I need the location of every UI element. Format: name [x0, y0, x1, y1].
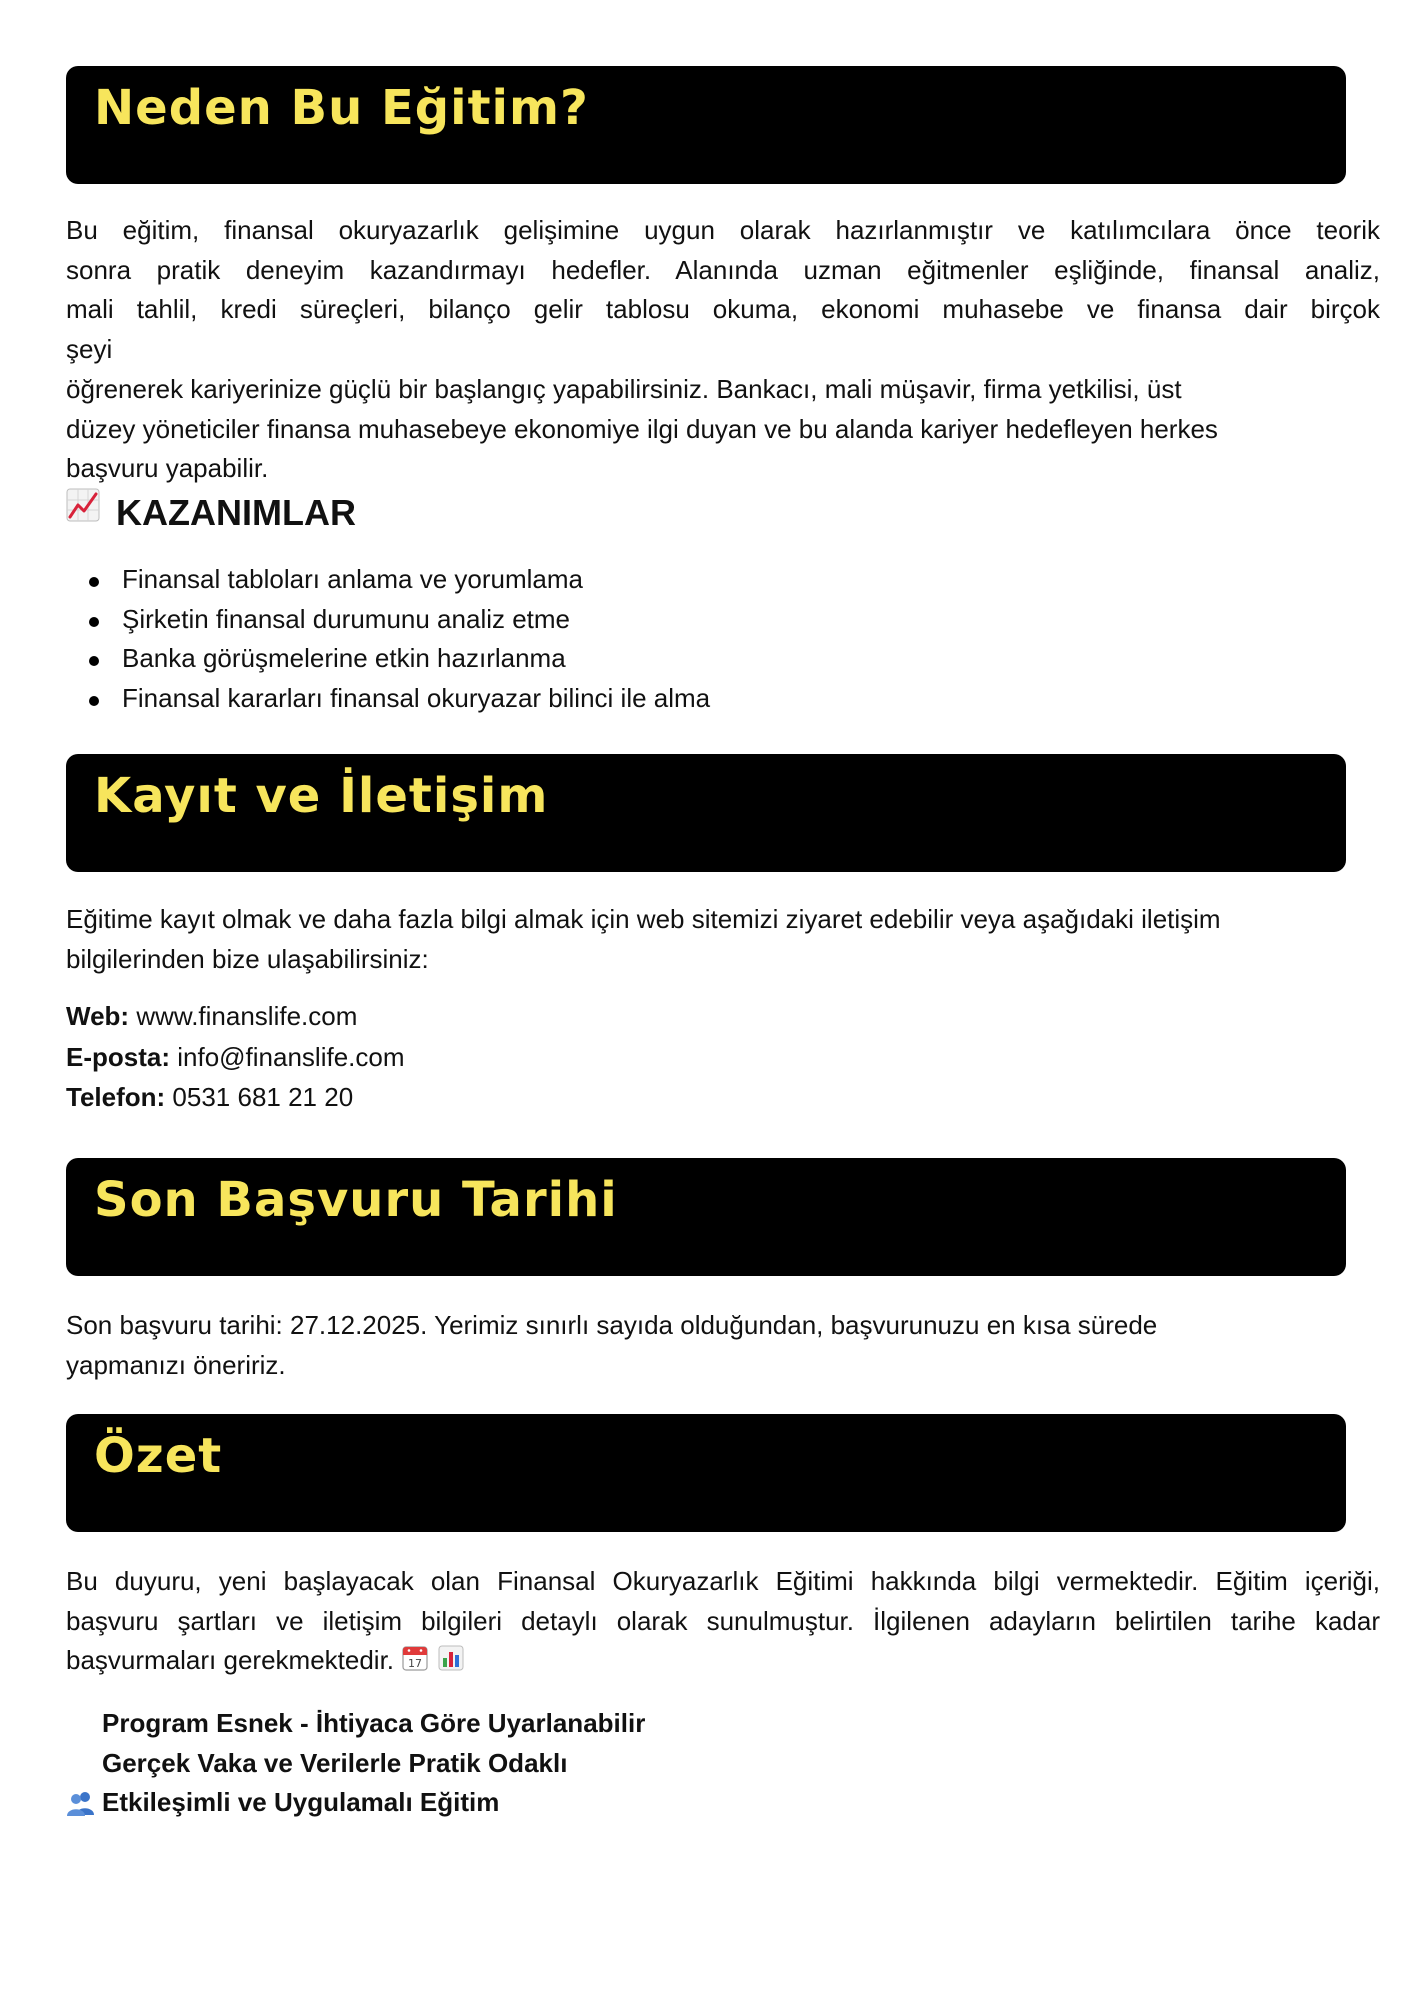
why-paragraph-2: [66, 370, 1218, 489]
list-item: Finansal tabloları anlama ve yorumlama: [66, 560, 710, 600]
section-title-deadline: Son Başvuru Tarihi: [94, 1172, 618, 1228]
text-line: düzey yöneticiler finansa muhasebeye ekonomiye ilgi duyan ve bu alanda kariyer hedefleyen herkes: [66, 413, 1218, 444]
feature-item: [66, 1783, 645, 1823]
text-line: bilgilerinden bize ulaşabilirsiniz:: [66, 943, 429, 974]
calendar-day: 17: [408, 1657, 423, 1670]
summary-paragraph: [66, 1562, 1380, 1681]
text-line: Bu duyuru, yeni başlayacak olan Finansal Okuryazarlık Eğitimi hakkında bilgi vermektedir. Eğitim içeriği,: [66, 1566, 1380, 1596]
text-line: Eğitime kayıt olmak ve daha fazla bilgi almak için web sitemizi ziyaret edebilir veya aşağıdaki iletişim: [66, 904, 1221, 934]
why-paragraph-1: [66, 211, 1380, 369]
email-label: E-posta:: [66, 1041, 170, 1072]
list-item: Finansal kararları finansal okuryazar bilinci ile alma: [66, 679, 710, 719]
web-label: Web:: [66, 1001, 130, 1031]
text-line: şeyi: [66, 333, 113, 364]
contact-email-row: [66, 1037, 405, 1078]
text-line: sonra pratik deneyim kazandırmayı hedefler. Alanında uzman eğitmenler eşliğinde, finansal analiz,: [66, 254, 1380, 285]
bar-chart-icon: [437, 1644, 465, 1672]
feature-item: [66, 1704, 645, 1744]
deadline-paragraph: [66, 1306, 1157, 1385]
text-line: yapmanızı öneririz.: [66, 1349, 286, 1380]
contact-phone-row: [66, 1077, 405, 1118]
chart-increasing-icon: [66, 488, 100, 522]
list-item: Şirketin finansal durumunu analiz etme: [66, 600, 710, 640]
feature-text: Program Esnek - İhtiyaca Göre Uyarlanabilir: [102, 1708, 646, 1738]
contact-details: [66, 996, 405, 1118]
text-line: Son başvuru tarihi: 27.12.2025. Yerimiz sınırlı sayıda olduğundan, başvurunuzu en kısa sürede: [66, 1310, 1158, 1340]
calendar-icon: [401, 1644, 429, 1672]
feature-text: Etkileşimli ve Uygulamalı Eğitim: [102, 1787, 500, 1817]
text-line: Bu eğitim, finansal okuryazarlık gelişimine uygun olarak hazırlanmıştır ve katılımcılara önce teorik: [66, 215, 1380, 245]
web-link[interactable]: www.finanslife.com: [136, 1001, 358, 1031]
phone-label: Telefon:: [66, 1082, 166, 1112]
phone-link[interactable]: 0531 681 21 20: [172, 1082, 354, 1112]
gains-title: KAZANIMLAR: [116, 492, 356, 533]
text-line: başvuru şartları ve iletişim bilgileri detaylı olarak sunulmuştur. İlgilenen adayların belirtilen tarihe kadar: [66, 1605, 1380, 1636]
text-line: başvuru yapabilir.: [66, 453, 269, 483]
contact-intro: [66, 900, 1221, 979]
email-link[interactable]: info@finanslife.com: [177, 1041, 405, 1072]
section-title-contact: Kayıt ve İletişim: [94, 768, 549, 824]
features-list: [66, 1704, 645, 1823]
banner-contact: [66, 754, 1346, 872]
text-line: başvurmaları gerekmektedir.: [66, 1645, 395, 1675]
section-title-summary: Özet: [94, 1428, 223, 1484]
banner-deadline: [66, 1158, 1346, 1276]
text-line: mali tahlil, kredi süreçleri, bilanço gelir tablosu okuma, ekonomi muhasebe ve finansa dair birçok: [66, 294, 1380, 324]
feature-text: Gerçek Vaka ve Verilerle Pratik Odaklı: [102, 1747, 568, 1778]
section-title-why: Neden Bu Eğitim?: [94, 80, 589, 136]
summary-last-line: [66, 1641, 1380, 1681]
feature-item: [66, 1744, 645, 1784]
banner-why: [66, 66, 1346, 184]
gains-list: [66, 560, 710, 718]
people-icon: [66, 1789, 96, 1817]
contact-web-row: [66, 996, 405, 1037]
banner-summary: [66, 1414, 1346, 1532]
text-line: öğrenerek kariyerinize güçlü bir başlangıç yapabilirsiniz. Bankacı, mali müşavir, firma yetkilisi, üst: [66, 374, 1182, 404]
list-item: Banka görüşmelerine etkin hazırlanma: [66, 639, 710, 679]
